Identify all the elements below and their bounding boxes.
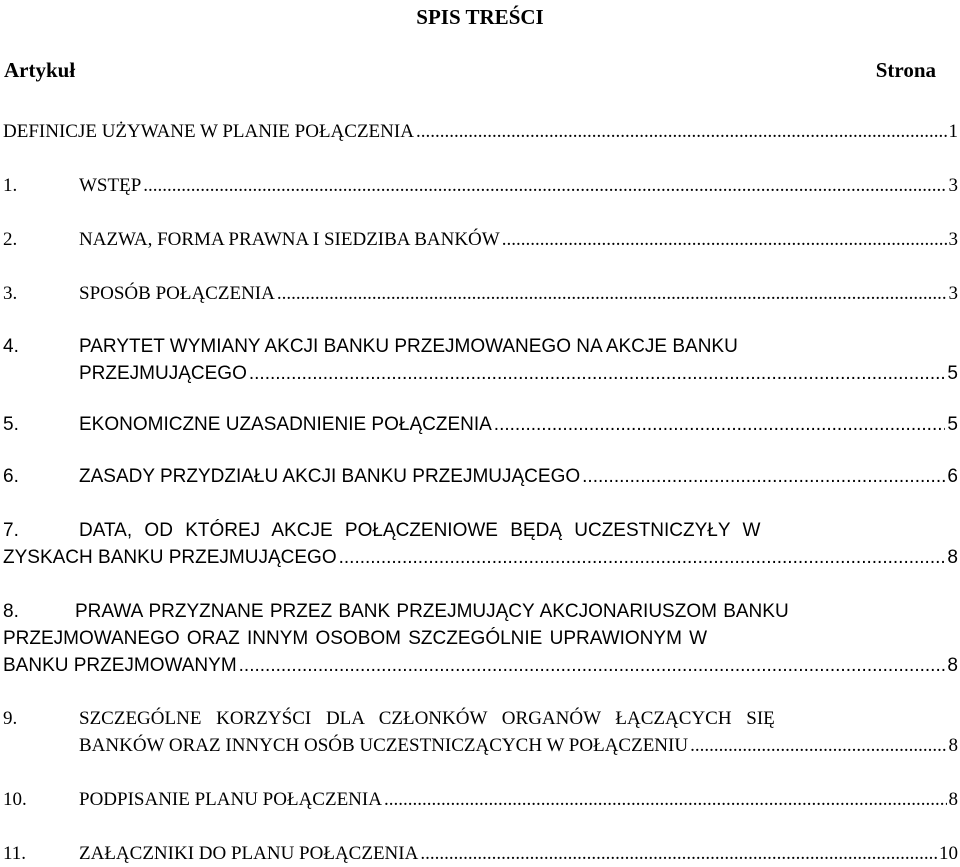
toc-entry-number: 4. <box>3 336 19 357</box>
toc-entry-text: PRAWA PRZYZNANE PRZEZ BANK PRZEJMUJĄCY AKCJONARIUSZOM BANKU <box>75 601 789 622</box>
toc-page-number: 3 <box>948 283 958 304</box>
toc-entry-text: DEFINICJE UŻYWANE W PLANIE POŁĄCZENIA <box>3 121 414 142</box>
toc-entry-text: DATA, OD KTÓREJ AKCJE POŁĄCZENIOWE BĘDĄ UCZESTNICZYŁY W <box>79 520 761 541</box>
toc-entry-number: 7. <box>3 520 19 541</box>
toc-page-number: 3 <box>948 229 958 250</box>
toc-entry-text: SPOSÓB POŁĄCZENIA <box>79 283 275 304</box>
column-header-page: Strona <box>875 58 936 82</box>
toc-entry-3[interactable] <box>3 280 958 307</box>
toc-entry-number: 11. <box>3 843 27 864</box>
toc-page-number: 8 <box>948 789 958 810</box>
page-title: SPIS TREŚCI <box>416 5 544 29</box>
toc-entry-number: 2. <box>3 229 18 250</box>
toc-entry-text: PARYTET WYMIANY AKCJI BANKU PRZEJMOWANEGO NA AKCJE BANKU <box>79 336 738 357</box>
toc-entry-1[interactable] <box>3 172 958 199</box>
toc-page-number: 1 <box>948 121 958 142</box>
dot-leader <box>339 544 946 571</box>
column-header-article: Artykuł <box>4 58 76 82</box>
toc-entry-text-cont: PRZEJMOWANEGO ORAZ INNYM OSOBOM SZCZEGÓLNIE UPRAWIONYM W <box>3 628 708 649</box>
toc-page-number: 6 <box>947 466 958 487</box>
toc-entry-8[interactable] <box>3 598 958 679</box>
toc-entry-number: 3. <box>3 283 18 304</box>
toc-entry-number: 8. <box>3 601 19 622</box>
toc-entry-9[interactable] <box>3 705 958 759</box>
dot-leader <box>384 786 947 813</box>
toc-entry-text-cont: ZYSKACH BANKU PRZEJMUJĄCEGO <box>3 547 337 568</box>
toc-page-number: 8 <box>948 735 958 756</box>
dot-leader <box>690 732 946 759</box>
toc-page-number: 10 <box>939 843 958 864</box>
toc-entry-number: 5. <box>3 414 19 435</box>
toc-entry-number: 9. <box>3 708 18 729</box>
toc-entry-2[interactable] <box>3 226 958 253</box>
toc-page-number: 5 <box>947 414 958 435</box>
toc-entry-definitions[interactable] <box>3 118 958 145</box>
dot-leader <box>143 172 946 199</box>
toc-entry-number: 6. <box>3 466 19 487</box>
dot-leader <box>277 280 947 307</box>
dot-leader <box>249 360 946 387</box>
toc-entry-5[interactable] <box>3 411 958 438</box>
toc-entry-text: WSTĘP <box>79 175 142 196</box>
toc-entry-text: SZCZEGÓLNE KORZYŚCI DLA CZŁONKÓW ORGANÓW ŁĄCZĄCYCH SIĘ <box>79 708 775 729</box>
toc-entry-11[interactable] <box>3 840 958 867</box>
toc-entry-text: ZAŁĄCZNIKI DO PLANU POŁĄCZENIA <box>79 843 419 864</box>
dot-leader <box>494 411 946 438</box>
toc-entry-text: NAZWA, FORMA PRAWNA I SIEDZIBA BANKÓW <box>79 229 500 250</box>
dot-leader <box>582 463 945 490</box>
toc-entry-text-cont: PRZEJMUJĄCEGO <box>79 363 247 384</box>
toc-entry-number: 10. <box>3 789 27 810</box>
toc-entry-text: EKONOMICZNE UZASADNIENIE POŁĄCZENIA <box>79 414 492 435</box>
dot-leader <box>420 840 937 867</box>
toc-entry-text-cont: BANKU PRZEJMOWANYM <box>3 655 237 676</box>
dot-leader <box>239 652 946 679</box>
toc-entry-6[interactable] <box>3 463 958 490</box>
dot-leader <box>502 226 947 253</box>
toc-entry-text: ZASADY PRZYDZIAŁU AKCJI BANKU PRZEJMUJĄCEGO <box>79 466 581 487</box>
toc-entry-4[interactable] <box>3 333 958 387</box>
toc-page-number: 3 <box>948 175 958 196</box>
toc-page-number: 8 <box>947 547 958 568</box>
toc-entry-text: PODPISANIE PLANU POŁĄCZENIA <box>79 789 382 810</box>
toc-entry-7[interactable] <box>3 517 958 571</box>
toc-entry-10[interactable] <box>3 786 958 813</box>
toc-entry-text-cont: BANKÓW ORAZ INNYCH OSÓB UCZESTNICZĄCYCH W POŁĄCZENIU <box>79 735 689 756</box>
dot-leader <box>416 118 947 145</box>
toc-entry-number: 1. <box>3 175 18 196</box>
toc-page-number: 8 <box>947 655 958 676</box>
toc-page-number: 5 <box>947 363 958 384</box>
